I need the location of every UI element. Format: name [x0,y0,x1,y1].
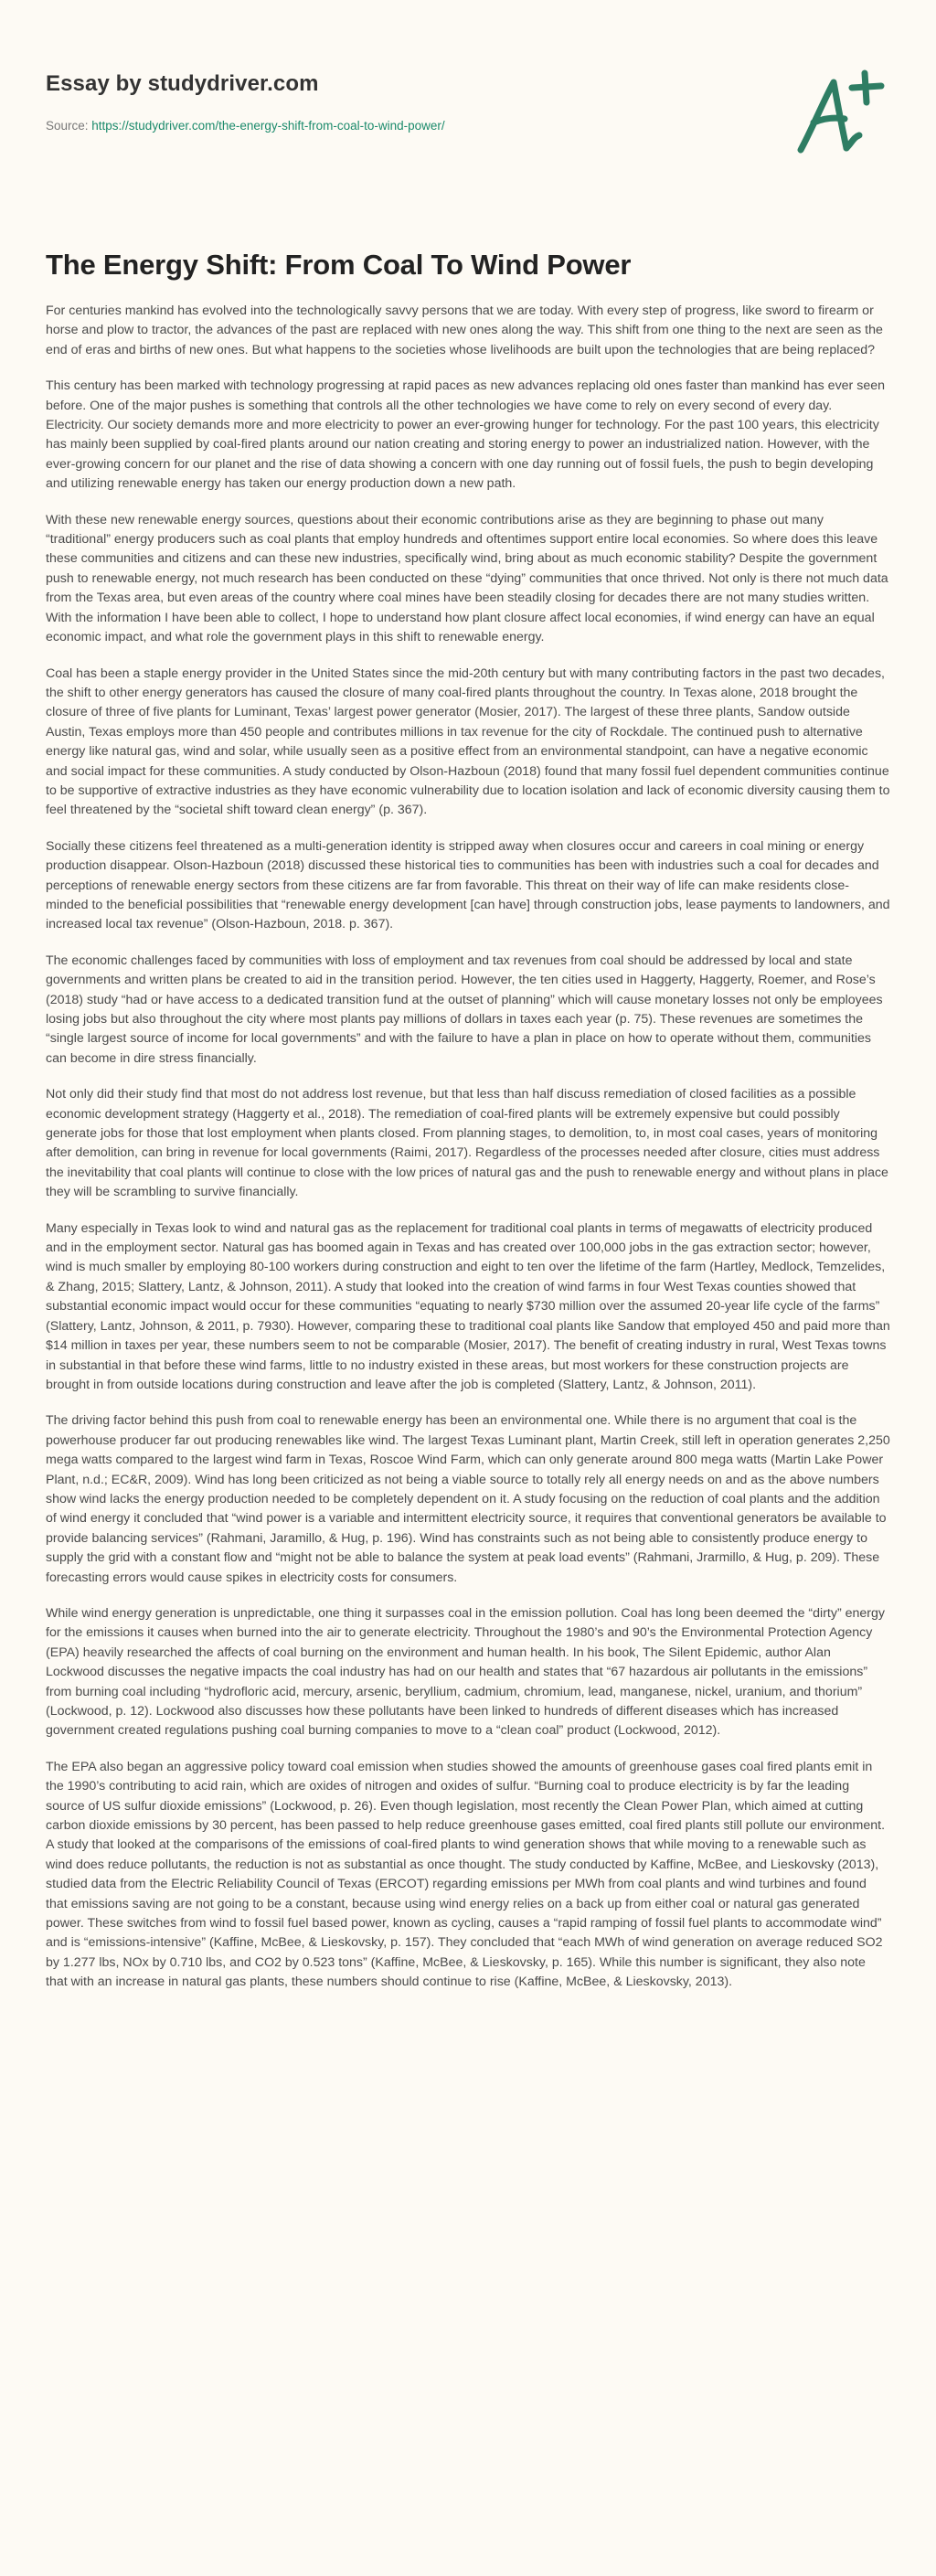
essay-paragraph: For centuries mankind has evolved into the technologically savvy persons that we are today. With every step of progress, like sword to firearm or horse and plow to tractor, the advances of the past are replaced with new ones along the way. This shift from one thing to the next are seen as the end of eras and births of new ones. But what happens to the societies whose livelihoods are built upon the technologies that are being replaced? [46,303,883,357]
site-brand-title: Essay by studydriver.com [46,71,319,96]
essay-paragraph: The driving factor behind this push from coal to renewable energy has been an environmental one. While there is no argument that coal is the powerhouse producer far out producing renewables like wind. The largest Texas Luminant plant, Martin Creek, still left in operation generates 2,250 mega watts compared to the largest wind farm in Texas, Roscoe Wind Farm, which can only generate around 800 mega watts (Martin Lake Power Plant, n.d.; EC&R, 2009). Wind has long been criticized as not being a viable source to totally rely all energy needs on and as the above numbers show wind lacks the energy production needed to be completely dependent on it. A study focusing on the reduction of coal plants and the addition of wind energy it concluded that “wind power is a variable and intermittent electricity source, it requires that conventional generators be available to provide balancing services” (Rahmani, Jaramillo, & Hug, p. 196). Wind has constraints such as not being able to consistently produce energy to supply the grid with a constant flow and “might not be able to balance the system at peak load events” (Rahmani, Jrarmillo, & Hug, p. 209). These forecasting errors would cause spikes in electricity costs for consumers. [46,1413,890,1585]
essay-paragraph: Socially these citizens feel threatened as a multi-generation identity is stripped away when closures occur and careers in coal mining or energy production disappear. Olson-Hazboun (2018) discussed these historical ties to communities has been with industries such a coal for decades and perceptions of renewable energy sectors from these citizens are far from favorable. This threat on their way of life can make residents close-minded to the beneficial possibilities that “renewable energy development [can have] through construction jobs, lease payments to landowners, and increased local tax revenue” (Olson-Hazboun, 2018. p. 367). [46,838,890,932]
source-label: Source: [46,119,92,133]
source-link[interactable]: https://studydriver.com/the-energy-shift-from-coal-to-wind-power/ [91,119,445,133]
essay-paragraph: The EPA also began an aggressive policy toward coal emission when studies showed the amounts of greenhouse gases coal fired plants emit in the 1990’s contributing to acid rain, which are oxides of nitrogen and oxides of sulfur. “Burning coal to produce electricity is by far the leading source of US sulfur dioxide emissions” (Lockwood, p. 26). Even though legislation, most recently the Clean Power Plan, which aimed at cutting carbon dioxide emissions by 30 percent, has been passed to help reduce greenhouse gases emitted, coal fired plants still pollute our environment. A study that looked at the comparisons of the emissions of coal-fired plants to wind generation shows that while moving to a renewable such as wind does reduce pollutants, the reduction is not as substantial as once thought. The study conducted by Kaffine, McBee, and Lieskovsky (2013), studied data from the Electric Reliability Council of Texas (ERCOT) regarding emissions per MWh from coal plants and wind turbines and found that emissions saving are not going to be a constant, because using wind energy relies on a back up from either coal or natural gas generated power. These switches from wind to fossil fuel based power, known as cycling, causes a “rapid ramping of fossil fuel plants to accommodate wind” and is “emissions-intensive” (Kaffine, McBee, & Lieskovsky, p. 157). They concluded that “each MWh of wind generation on average reduced SO2 by 1.277 lbs, NOx by 0.710 lbs, and CO2 by 0.523 tons” (Kaffine, McBee, & Lieskovsky, p. 165). While this number is significant, they also note that with an increase in natural gas plants, these numbers should continue to rise (Kaffine, McBee, & Lieskovsky, 2013). [46,1759,886,1990]
essay-paragraph: Many especially in Texas look to wind and natural gas as the replacement for traditional coal plants in terms of megawatts of electricity produced and in the employment sector. Natural gas has boomed again in Texas and has created over 100,000 jobs in the gas extraction sector; however, wind is much smaller by employing 80-100 workers during construction and eight to ten over the lifetime of the farm (Hartley, Medlock, Temzelides, & Zhang, 2015; Slattery, Lantz, & Johnson, 2011). A study that looked into the creation of wind farms in four West Texas counties showed that substantial economic impact would occur for these communities “equating to nearly $730 million over the assumed 20-year life cycle of the farms” (Slattery, Lantz, Johnson, & 2011, p. 7930). However, comparing these to traditional coal plants like Sandow that employed 450 and paid more than $14 million in taxes per year, these numbers seem to not be comparable (Mosier, 2017). The benefit of creating industry in rural, West Texas towns in substantial in that before these wind farms, little to no industry existed in these areas, but most workers for these construction projects are brought in from outside locations during construction and leave after the job is completed (Slattery, Lantz, & Johnson, 2011). [46,1220,890,1392]
essay-title: The Energy Shift: From Coal To Wind Power [46,249,632,281]
essay-paragraph: Not only did their study find that most do not address lost revenue, but that less than half discuss remediation of closed facilities as a possible economic development strategy (Haggerty et al., 2018). The remediation of coal-fired plants will be extremely expensive but could possibly generate jobs for those that lost employment when plants closed. From planning stages, to demolition, to, in most coal cases, years of monitoring after demolition, can bring in revenue for local governments (Raimi, 2017). Regardless of the processes needed after closure, cities must address the inevitability that coal plants will continue to close with the low prices of natural gas and the push to renewable energy and without plans in place they will be scrambling to survive financially. [46,1087,888,1200]
a-plus-logo-icon [792,66,890,157]
essay-paragraph: While wind energy generation is unpredictable, one thing it surpasses coal in the emission pollution. Coal has long been deemed the “dirty” energy for the emissions it causes when burned into the air to generate electricity. Throughout the 1980’s and 90’s the Environmental Protection Agency (EPA) heavily researched the affects of coal burning on the environment and human health. In his book, The Silent Epidemic, author Alan Lockwood discusses the negative impacts the coal industry has had on our health and states that “67 hazardous air pollutants in the emissions” from burning coal including “hydrofloric acid, mercury, arsenic, beryllium, cadmium, chromium, lead, manganese, nickel, uranium, and thorium” (Lockwood, p. 12). Lockwood also discusses how these pollutants have been linked to hundreds of different diseases which has increased government created regulations pushing coal burning companies to move to a “clean coal” product (Lockwood, 2012). [46,1605,885,1739]
essay-paragraph: The economic challenges faced by communities with loss of employment and tax revenues from coal should be addressed by local and state governments and written plans be created to aid in the transition period. However, the ten cities used in Haggerty, Haggerty, Roemer, and Rose’s (2018) study “had or have access to a dedicated transition fund at the outset of planning” which will cause monetary losses not only be employees losing jobs but also throughout the city where most plants pay millions of dollars in taxes each year (p. 75). These revenues are sometimes the “single largest source of income for local governments” and with the failure to have a plan in place on how to operate without them, communities can become in dire stress financially. [46,953,883,1066]
source-line [46,119,445,133]
essay-paragraph: This century has been marked with technology progressing at rapid paces as new advances replacing old ones faster than mankind has ever seen before. One of the major pushes is something that controls all the other technologies we have come to rely on every second of every day. Electricity. Our society demands more and more electricity to power an ever-growing hunger for technology. For the past 100 years, this electricity has mainly been supplied by coal-fired plants around our nation creating and storing energy to power an industrialized nation. However, with the ever-growing concern for our planet and the rise of data showing a concern with one day running out of fossil fuels, the push to begin developing and utilizing renewable energy has taken our energy production down a new path. [46,378,885,492]
essay-body [46,302,890,2009]
essay-paragraph: Coal has been a staple energy provider in the United States since the mid-20th century but with many contributing factors in the past two decades, the shift to other energy generators has caused the closure of many coal-fired plants throughout the country. In Texas alone, 2018 brought the closure of three of five plants for Luminant, Texas’ largest power generator (Mosier, 2017). The largest of these three plants, Sandow outside Austin, Texas employs more than 450 people and contributes millions in tax revenue for the city of Rockdale. The continued push to alternative energy like natural gas, wind and solar, while usually seen as a positive effect from an environmental standpoint, can have a negative economic and social impact for these communities. A study conducted by Olson-Hazboun (2018) found that many fossil fuel dependent communities continue to be supportive of extractive industries as they have economic vulnerability due to location isolation and lack of economic diversity causing them to feel threatened by the “societal shift toward clean energy” (p. 367). [46,665,890,818]
essay-paragraph: With these new renewable energy sources, questions about their economic contributions arise as they are beginning to phase out many “traditional” energy producers such as coal plants that employ hundreds and oftentimes support entire local economies. So where does this leave these communities and citizens and can these new industries, specifically wind, bring about as much economic stability? Despite the government push to renewable energy, not much research has been conducted on these “dying” communities that once thrived. Not only is there not much data from the Texas area, but even areas of the country where coal mines have been steadily closing for decades there are not many studies written. With the information I have been able to collect, I hope to understand how plant closure affect local economies, if wind energy can have an equal economic impact, and what role the government plays in this shift to renewable energy. [46,512,888,645]
